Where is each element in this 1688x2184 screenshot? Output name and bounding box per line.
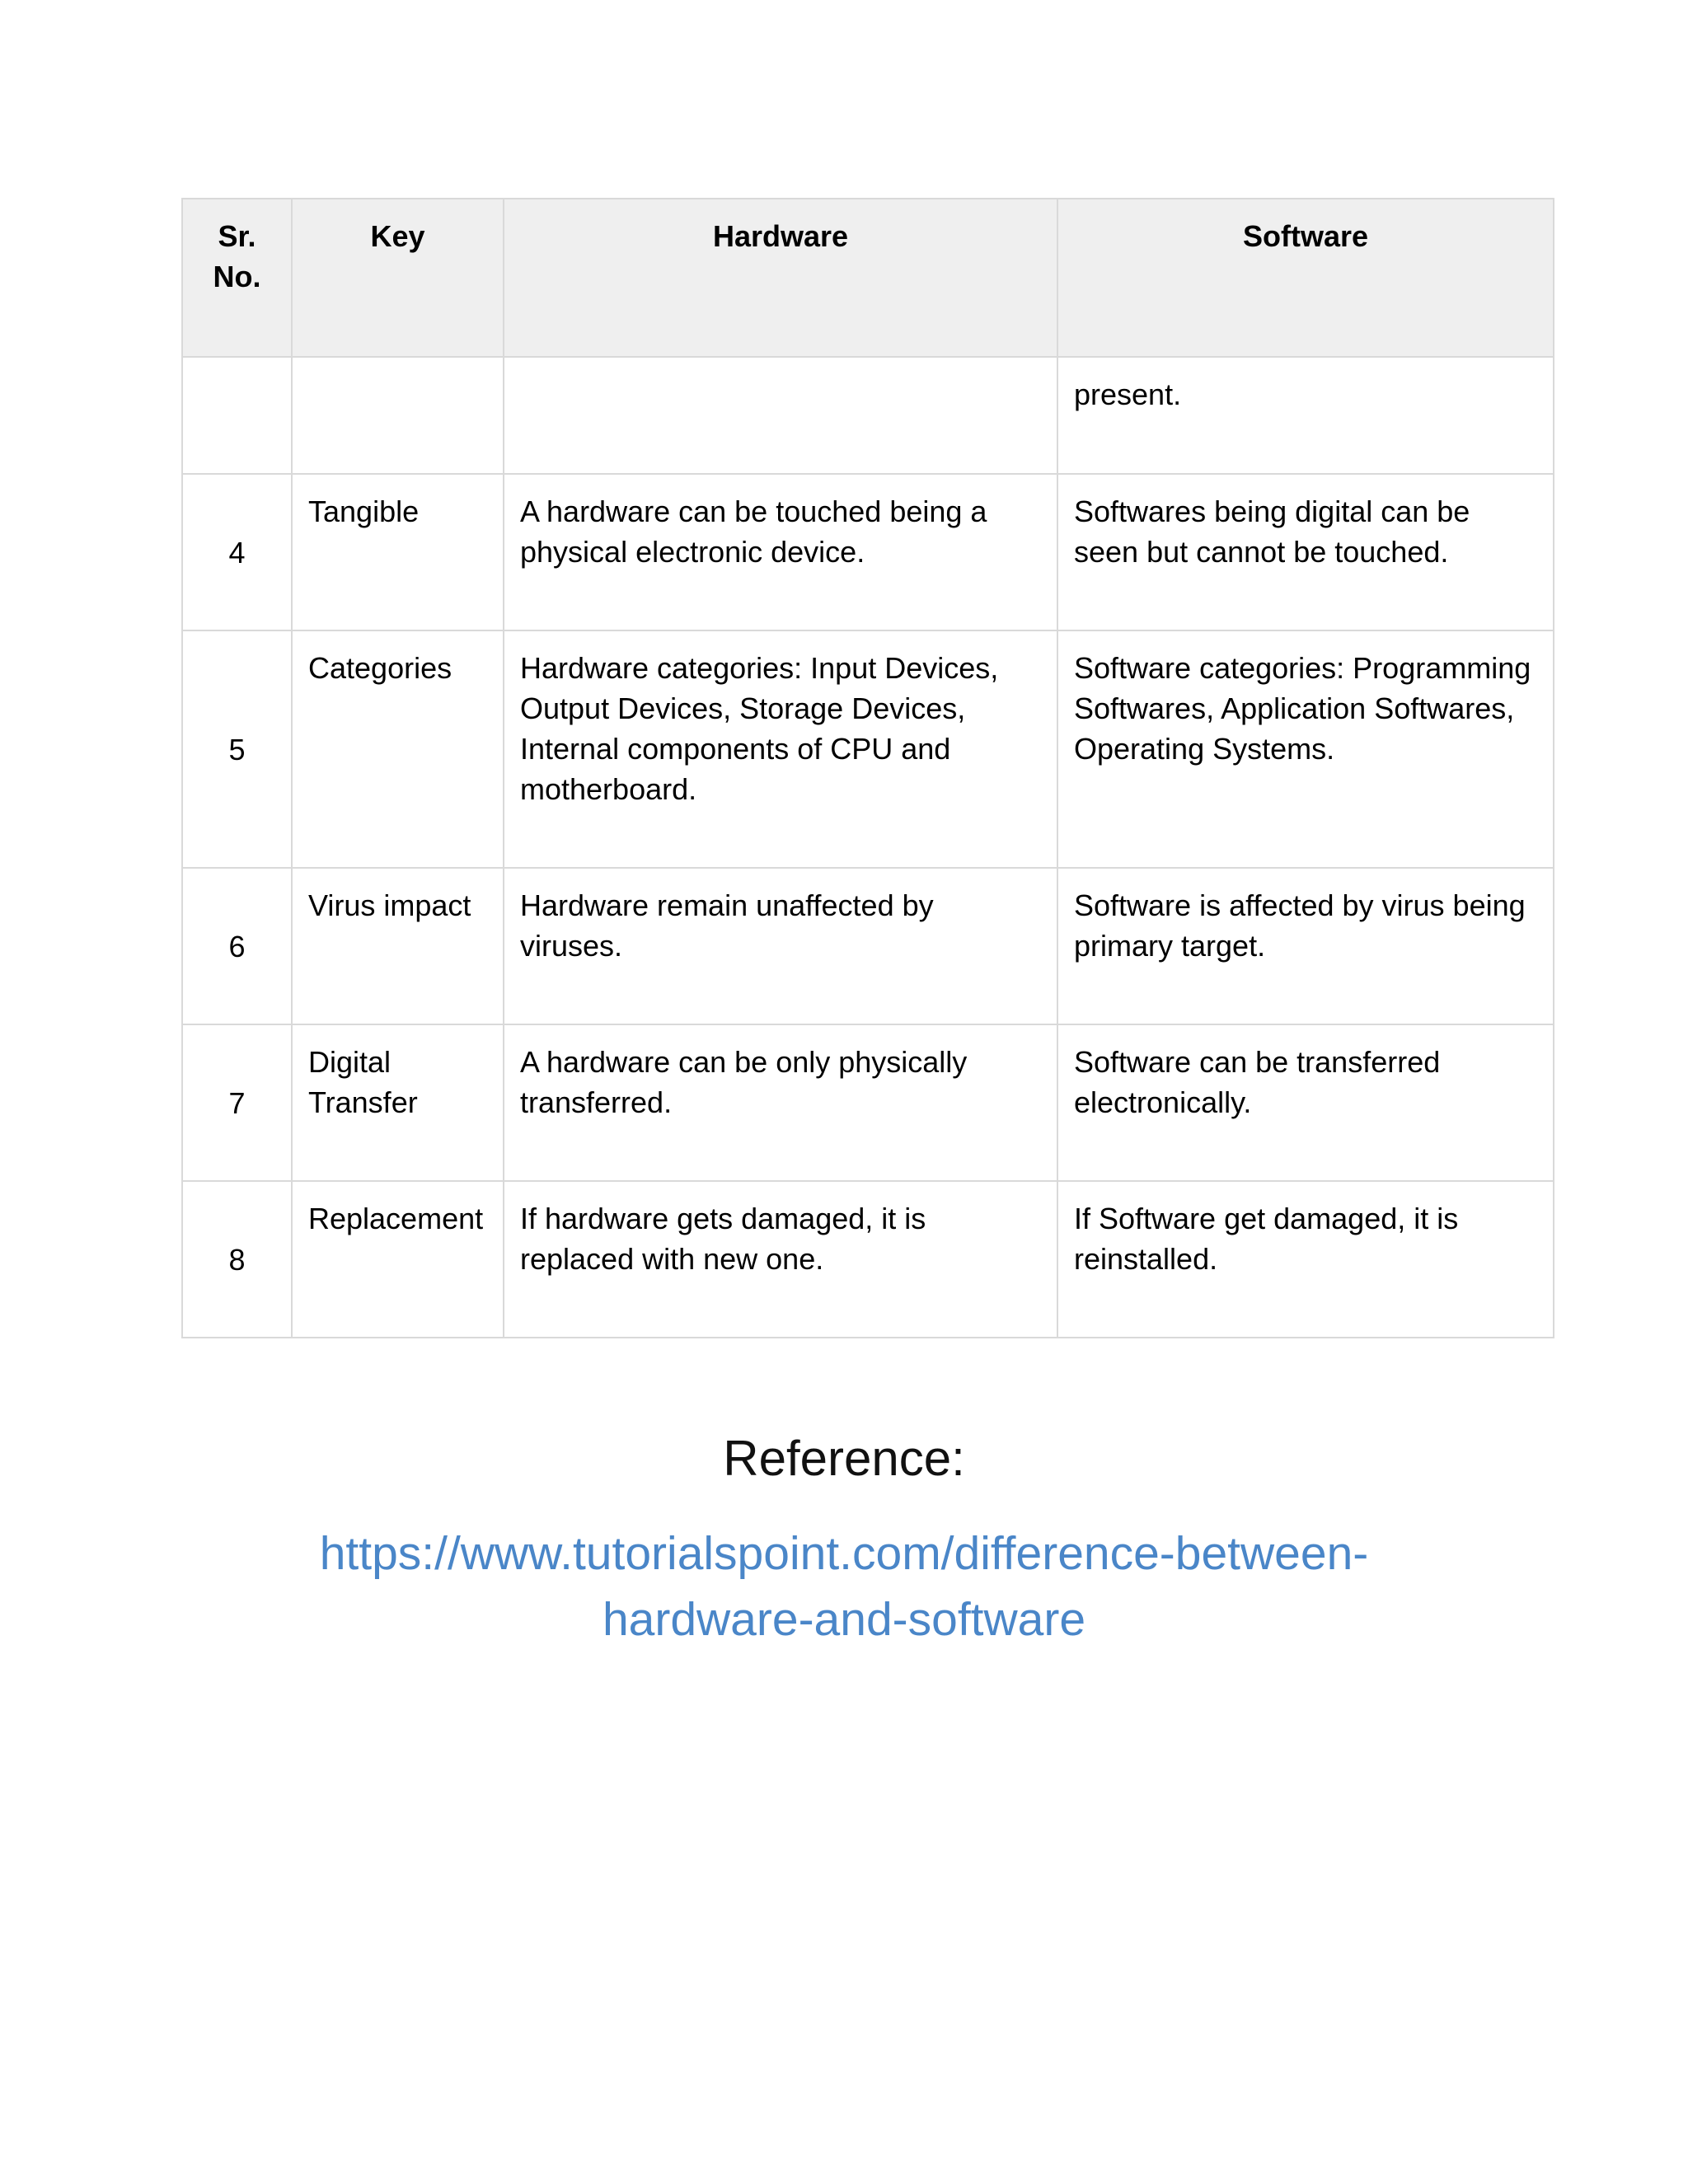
table-row (182, 1024, 1554, 1181)
cell-key: Virus impact (292, 868, 504, 1024)
header-hardware: Hardware (504, 199, 1057, 357)
table-header-row (182, 199, 1554, 357)
cell-sr-no: 7 (182, 1024, 292, 1181)
cell-key: Digital Transfer (292, 1024, 504, 1181)
cell-key (292, 357, 504, 474)
cell-hardware: If hardware gets damaged, it is replaced with new one. (504, 1181, 1057, 1338)
header-sr-no (182, 199, 292, 357)
cell-software: If Software get damaged, it is reinstalled. (1057, 1181, 1554, 1338)
cell-hardware: Hardware remain unaffected by viruses. (504, 868, 1057, 1024)
table-row (182, 1181, 1554, 1338)
cell-key: Categories (292, 630, 504, 868)
header-sr-no-label: Sr. No. (213, 219, 261, 293)
cell-hardware: Hardware categories: Input Devices, Output Devices, Storage Devices, Internal components of CPU and motherboard. (504, 630, 1057, 868)
cell-key: Replacement (292, 1181, 504, 1338)
cell-software: Software can be transferred electronically. (1057, 1024, 1554, 1181)
cell-software: present. (1057, 357, 1554, 474)
cell-sr-no: 6 (182, 868, 292, 1024)
reference-link[interactable]: https://www.tutorialspoint.com/difference-between-hardware-and-software (319, 1527, 1369, 1646)
comparison-table (181, 198, 1554, 1338)
table-row (182, 357, 1554, 474)
cell-sr-no (182, 357, 292, 474)
table-row (182, 868, 1554, 1024)
cell-hardware (504, 357, 1057, 474)
cell-sr-no: 5 (182, 630, 292, 868)
cell-hardware: A hardware can be only physically transferred. (504, 1024, 1057, 1181)
reference-heading: Reference: (723, 1431, 965, 1486)
cell-key: Tangible (292, 474, 504, 630)
header-software: Software (1057, 199, 1554, 357)
cell-software: Softwares being digital can be seen but cannot be touched. (1057, 474, 1554, 630)
cell-software: Software categories: Programming Softwares, Application Softwares, Operating Systems. (1057, 630, 1554, 868)
cell-sr-no: 8 (182, 1181, 292, 1338)
table-row (182, 630, 1554, 868)
cell-sr-no: 4 (182, 474, 292, 630)
table-row (182, 474, 1554, 630)
cell-hardware: A hardware can be touched being a physical electronic device. (504, 474, 1057, 630)
cell-software: Software is affected by virus being primary target. (1057, 868, 1554, 1024)
header-key: Key (292, 199, 504, 357)
